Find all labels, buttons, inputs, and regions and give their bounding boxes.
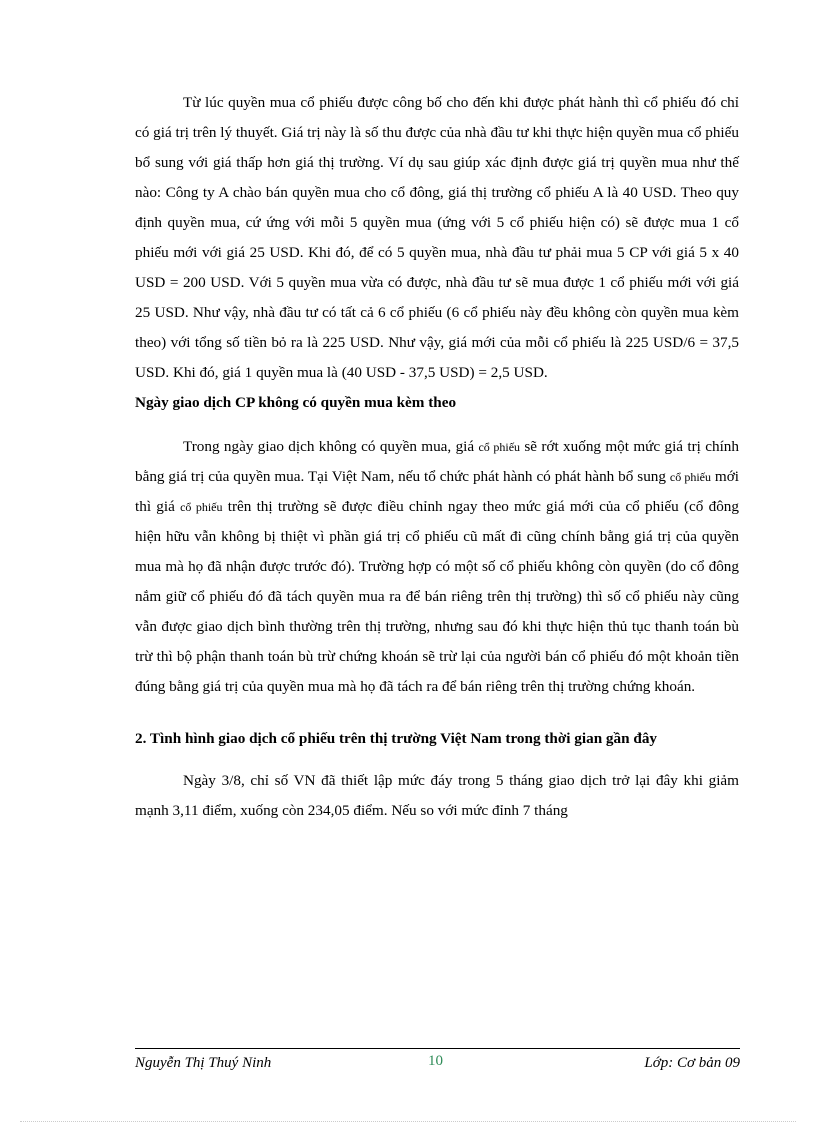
page-number: 10 [428, 1053, 443, 1069]
text-run: mới thì giá [135, 468, 739, 515]
paragraph-rights-value: Từ lúc quyền mua cổ phiếu được công bố cho đến khi được phát hành thì cổ phiếu đó chỉ có giá trị trên lý thuyết. Giá trị này là số thu được của nhà đầu tư khi thực hiện quyền mua cổ phiếu bổ sung với giá thấp hơn giá thị trường. Ví dụ sau giúp xác định được giá trị quyền mua như thế nào: Công ty A chào bán quyền mua cho cổ đông, giá thị trường cổ phiếu A là 40 USD. Theo quy định quyền mua, cứ ứng với mỗi 5 quyền mua (ứng với 5 cổ phiếu hiện có) sẽ được mua 1 cổ phiếu mới với giá 25 USD. Khi đó, để có 5 quyền mua, nhà đầu tư phải mua 5 CP với giá 5 x 40 USD = 200 USD. Với 5 quyền mua vừa có được, nhà đầu tư sẽ mua được 1 cổ phiếu mới với giá 25 USD. Như vậy, nhà đầu tư có tất cả 6 cổ phiếu (6 cổ phiếu này đều không còn quyền mua kèm theo) với tổng số tiền bỏ ra là 225 USD. Như vậy, giá mới của mỗi cổ phiếu là 225 USD/6 = 37,5 USD. Khi đó, giá 1 quyền mua là (40 USD - 37,5 USD) = 2,5 USD. [135, 94, 739, 381]
footer-class-label: Lớp: Cơ bản 09 [644, 1055, 740, 1071]
text-run-small: cổ phiếu [669, 470, 711, 484]
paragraph-vn-index: Ngày 3/8, chỉ số VN đã thiết lập mức đáy trong 5 tháng giao dịch trở lại đây khi giảm mạnh 3,11 điểm, xuống còn 234,05 điểm. Nếu so với mức đỉnh 7 tháng [135, 772, 739, 819]
document-body [135, 88, 739, 826]
paragraph-ex-rights-trading [135, 432, 739, 702]
page-footer [135, 1055, 740, 1077]
text-run: Trong ngày giao dịch không có quyền mua, giá [183, 438, 479, 455]
footer-author: Nguyễn Thị Thuý Ninh [135, 1055, 272, 1071]
page-edge-dotted-line [20, 1121, 796, 1122]
text-run-small: cổ phiếu [478, 440, 521, 454]
section-heading-ex-rights-day: Ngày giao dịch CP không có quyền mua kèm theo [135, 394, 457, 411]
footer-divider [135, 1048, 740, 1049]
text-run: sẽ rớt xuống một mức giá trị chính bằng giá trị của quyền mua. Tại Việt Nam, nếu tổ chức phát hành có phát hành bổ sung [135, 438, 739, 485]
text-run: trên thị trường sẽ được điều chỉnh ngay theo mức giá mới của cổ phiếu (cổ đông hiện hữu vẫn không bị thiệt vì phần giá trị cổ phiếu cũ mất đi cũng chính bằng giá trị của quyền mua mà họ đã nhận được trước đó). Trường hợp có một số cổ phiếu không còn quyền (do cổ đông nắm giữ cổ phiếu đó đã tách quyền mua ra để bán riêng trên thị trường) thì số cổ phiếu này cũng vẫn được giao dịch bình thường trên thị trường, nhưng sau đó khi thực hiện thủ tục thanh toán bù trừ thì bộ phận thanh toán bù trừ chứng khoán sẽ trừ lại của người bán cổ phiếu đó một khoản tiền đúng bằng giá trị của quyền mua mà họ đã tách ra để bán riêng trên thị trường chứng khoán. [135, 498, 739, 695]
text-run-small: cổ phiếu [180, 500, 223, 514]
section-heading-market-situation: 2. Tình hình giao dịch cổ phiếu trên thị trường Việt Nam trong thời gian gần đây [135, 730, 658, 747]
